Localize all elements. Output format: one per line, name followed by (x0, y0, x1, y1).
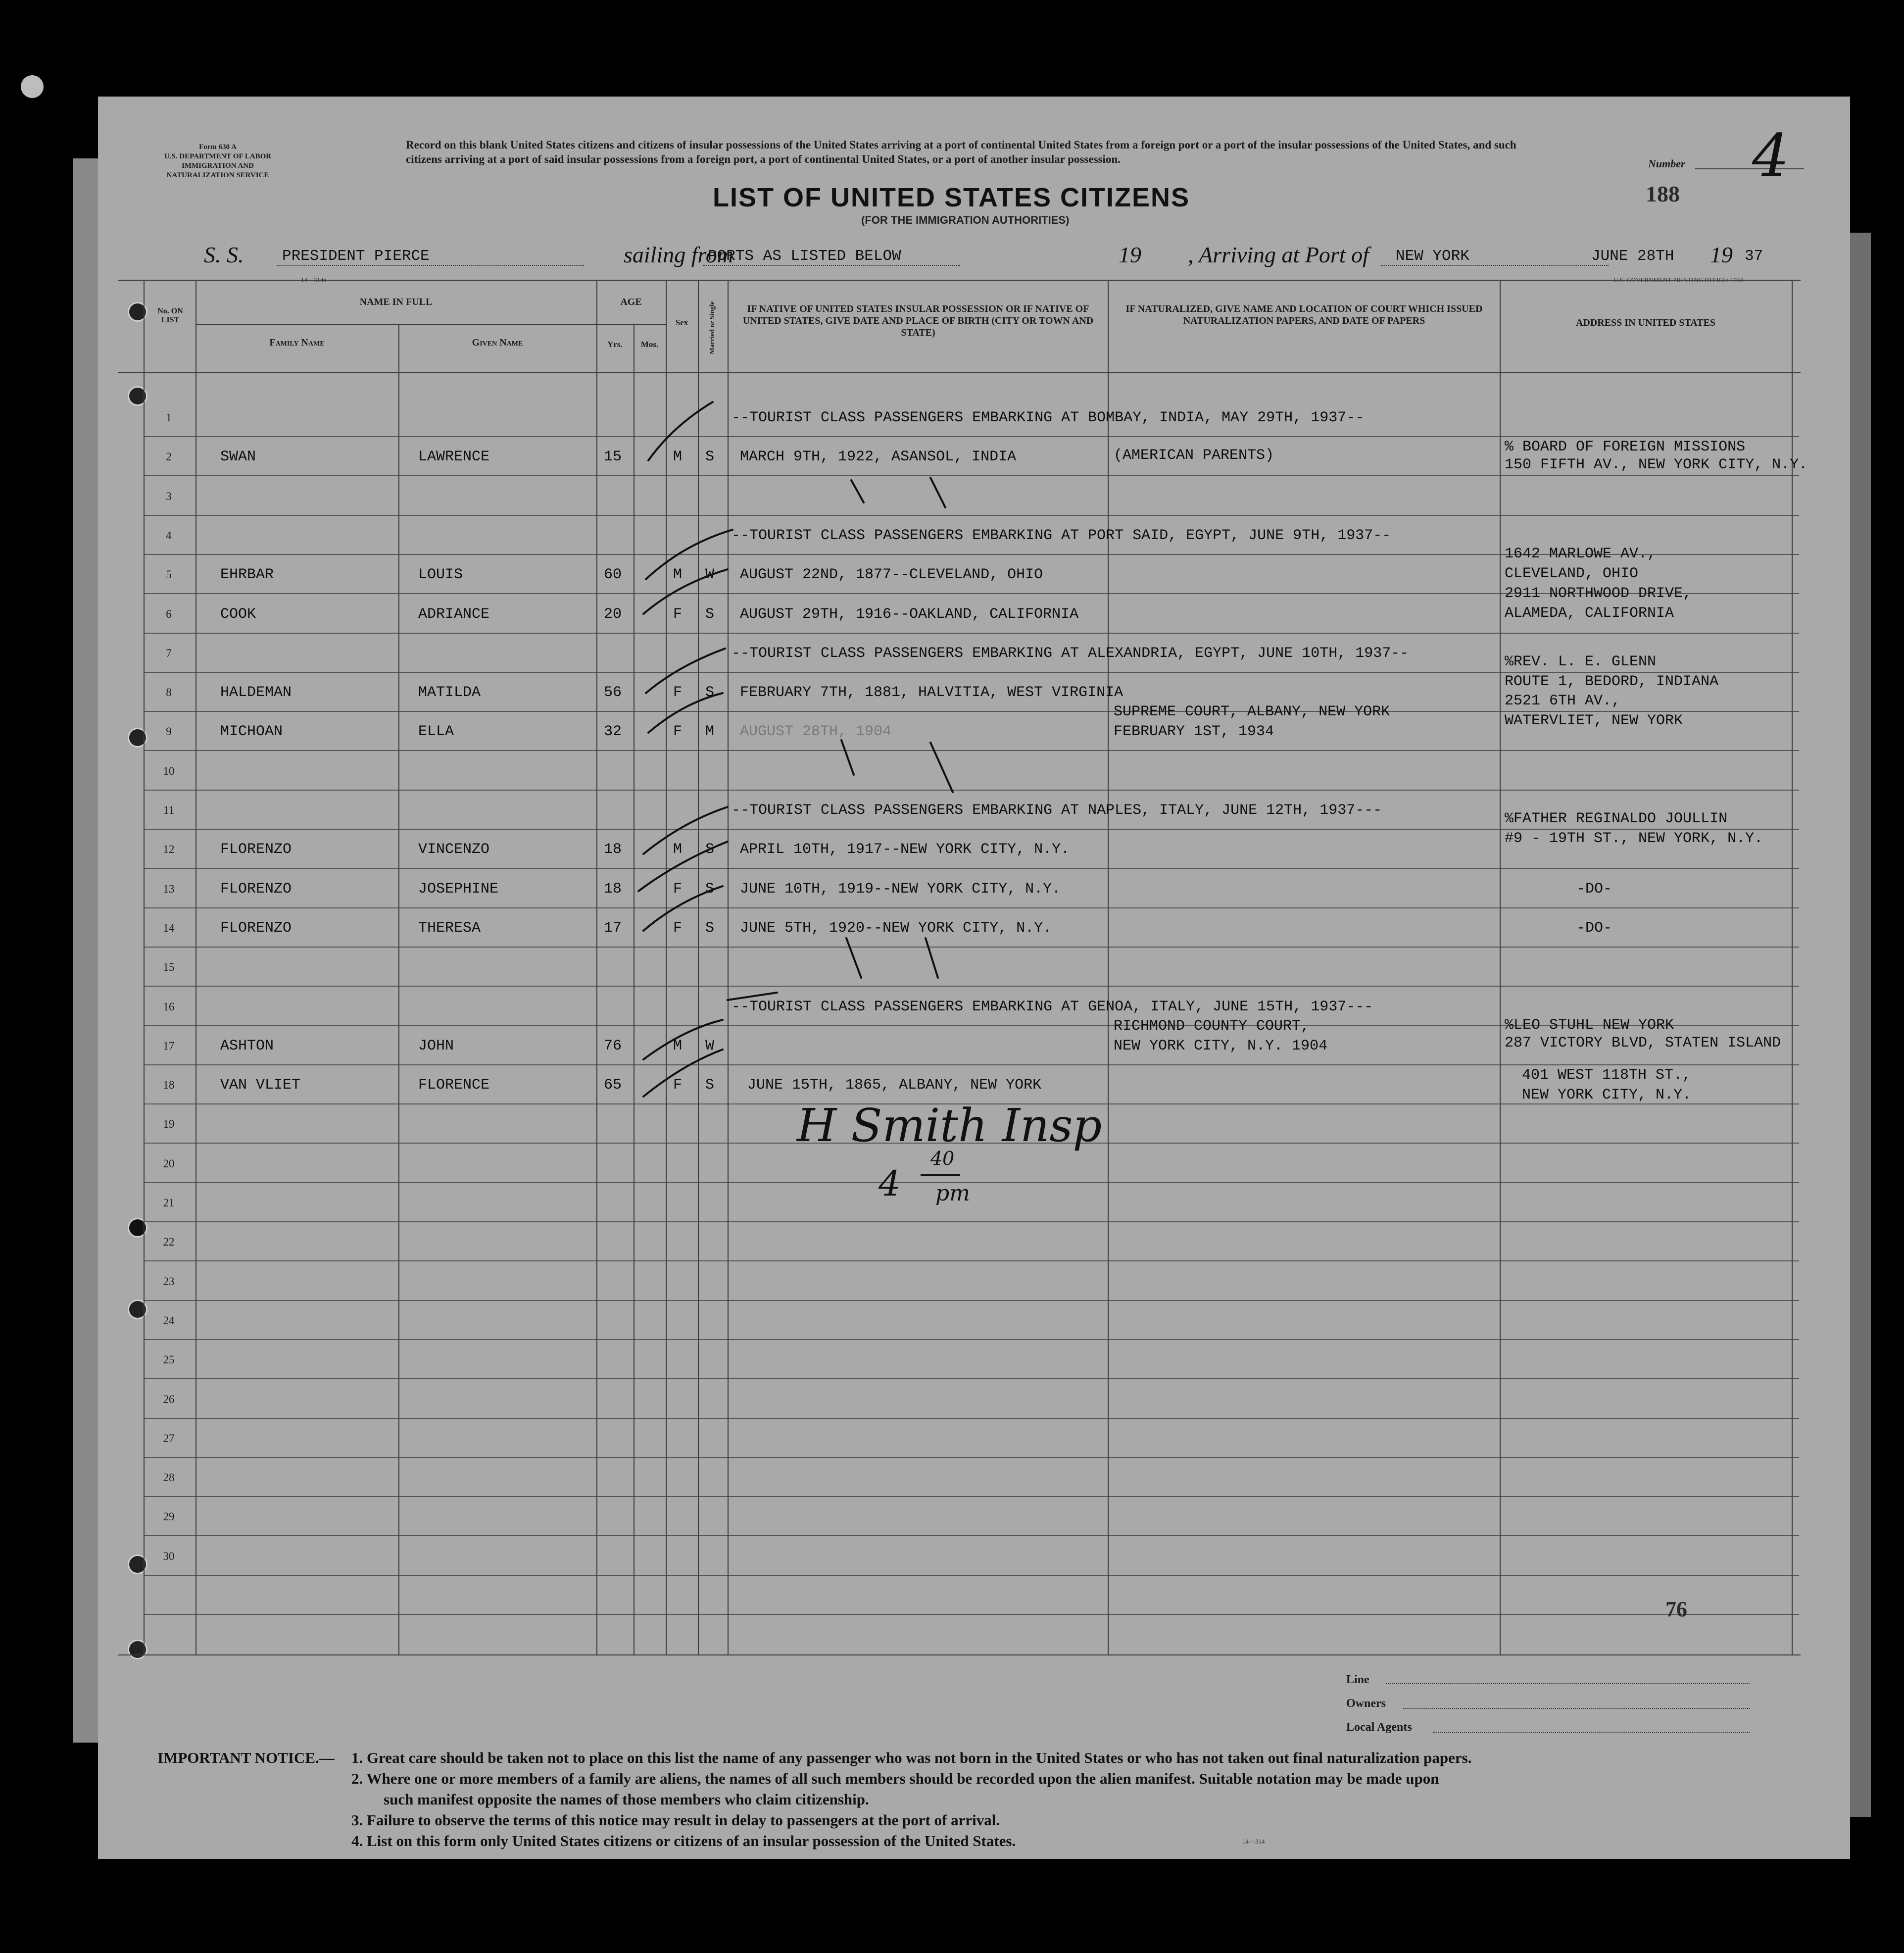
given-name: VINCENZO (418, 841, 490, 858)
sex: M (673, 566, 683, 584)
given-name: JOSEPHINE (418, 880, 499, 898)
us-address-line: CLEVELAND, OHIO (1505, 565, 1639, 583)
arrival-date: JUNE 28TH (1591, 248, 1674, 265)
col-header-no: No. ON LIST (157, 307, 183, 324)
notice-item-3: 3. Failure to observe the terms of this notice may result in delay to passengers at the port of arrival. (351, 1811, 1000, 1829)
line-number: 25 (163, 1353, 175, 1366)
marital-status: S (705, 841, 715, 858)
col-header-name: NAME IN FULL (359, 297, 433, 307)
record-instructions: Record on this blank United States citizens and citizens of insular possessions of the United States arriving at a port of continental United States from a foreign port or a port of the insular possessions of the United States, and such citizens arriving at a port of said insular possessions from a foreign port, a port of continental United States, or a port of another insular possession. (406, 139, 1516, 165)
page-number: 76 (1665, 1597, 1687, 1621)
embarkation-section-header: --TOURIST CLASS PASSENGERS EMBARKING AT ALEXANDRIA, EGYPT, JUNE 10TH, 1937-- (732, 645, 1409, 662)
birth-date-place: MARCH 9TH, 1922, ASANSOL, INDIA (740, 449, 1017, 466)
inspector-signature: H Smith Insp (797, 1099, 1102, 1152)
age-years: 20 (604, 605, 622, 623)
given-name: FLORENCE (418, 1077, 490, 1094)
birth-date-place: JUNE 5TH, 1920--NEW YORK CITY, N.Y. (740, 919, 1052, 937)
line-number: 16 (163, 1000, 175, 1013)
marital-status: M (705, 723, 715, 741)
col-header-naturalized: IF NATURALIZED, GIVE NAME AND LOCATION OF COURT WHICH ISSUED NATURALIZATION PAPERS, AND DATE OF PAPERS (1125, 303, 1483, 326)
line-number: 9 (166, 725, 172, 738)
col-header-yrs: Yrs. (607, 340, 623, 349)
us-address-line: -DO- (1576, 880, 1612, 898)
sex: F (673, 605, 683, 623)
footer-line-field (1386, 1683, 1750, 1684)
marital-status: S (705, 1077, 715, 1094)
line-number: 10 (163, 764, 175, 777)
naturalization-info: NEW YORK CITY, N.Y. 1904 (1114, 1037, 1328, 1054)
notice-item-2: 2. Where one or more members of a family are aliens, the names of all such members should be recorded upon the alien manifest. Suitable notation may be made upon (351, 1770, 1439, 1787)
arriving-label: , Arriving at Port of (1188, 242, 1369, 267)
line-number: 12 (163, 843, 175, 856)
sex: F (673, 1077, 683, 1094)
year-label: 19 (1119, 242, 1141, 267)
us-address-line: %REV. L. E. GLENN (1505, 653, 1657, 671)
us-address-line: 2911 NORTHWOOD DRIVE, (1505, 585, 1692, 602)
arrival-year: 37 (1745, 248, 1763, 265)
ship-name: PRESIDENT PIERCE (282, 248, 430, 265)
given-name: MATILDA (418, 684, 481, 701)
footer-line-label: Line (1346, 1673, 1369, 1686)
arrival-year-prefix: 19 (1710, 242, 1733, 267)
line-number: 18 (163, 1079, 175, 1092)
family-name: MICHOAN (220, 723, 283, 741)
stamped-number: 188 (1646, 181, 1680, 206)
birth-date-place: FEBRUARY 7TH, 1881, HALVITIA, WEST VIRGINIA (740, 684, 1123, 701)
line-number: 29 (163, 1510, 175, 1523)
line-number: 22 (163, 1236, 175, 1249)
us-address-line: NEW YORK CITY, N.Y. (1522, 1087, 1692, 1104)
age-years: 65 (604, 1077, 622, 1094)
family-name: VAN VLIET (220, 1077, 301, 1094)
ss-label: S. S. (204, 242, 244, 267)
us-address-line: WATERVLIET, NEW YORK (1505, 712, 1683, 730)
form-identifier: Form 630 A U.S. DEPARTMENT OF LABOR IMMIGRATION AND NATURALIZATION SERVICE (164, 143, 272, 179)
col-header-address: ADDRESS IN UNITED STATES (1575, 317, 1716, 328)
naturalization-info: RICHMOND COUNTY COURT, (1114, 1017, 1310, 1035)
sex: F (673, 723, 683, 741)
list-number-handwritten: 4 (1752, 121, 1790, 190)
col-header-married: Married or Single (709, 301, 716, 354)
line-number: 14 (163, 921, 175, 934)
line-number: 30 (163, 1550, 175, 1562)
age-years: 18 (604, 880, 622, 898)
family-name: ASHTON (220, 1037, 274, 1054)
line-number: 24 (163, 1314, 175, 1327)
line-number: 4 (166, 529, 172, 542)
family-name: FLORENZO (220, 880, 292, 898)
line-number: 2 (166, 451, 172, 463)
notice-label: IMPORTANT NOTICE.— (157, 1749, 335, 1766)
given-name: ELLA (418, 723, 454, 741)
sex: F (673, 880, 683, 898)
sex: M (673, 449, 683, 466)
age-years: 18 (604, 841, 622, 858)
marital-status: W (705, 1037, 715, 1054)
marital-status: S (705, 919, 715, 937)
marital-status: W (705, 566, 715, 584)
line-number: 26 (163, 1393, 175, 1405)
marital-status: S (705, 880, 715, 898)
notice-item-4: 4. List on this form only United States citizens or citizens of an insular possession of the United States. (351, 1832, 1016, 1850)
time-fraction-bar (921, 1174, 960, 1176)
family-name: FLORENZO (220, 919, 292, 937)
given-name: THERESA (418, 919, 481, 937)
printer-code-right: U.S. GOVERNMENT PRINTING OFFICE: 1934 (1613, 276, 1743, 284)
family-name: COOK (220, 605, 256, 623)
us-address-line: 287 VICTORY BLVD, STATEN ISLAND (1505, 1034, 1781, 1052)
embarkation-section-header: --TOURIST CLASS PASSENGERS EMBARKING AT GENOA, ITALY, JUNE 15TH, 1937--- (732, 998, 1373, 1015)
birth-date-place: AUGUST 28TH, 1904 (740, 723, 892, 741)
footer-owners-label: Owners (1346, 1697, 1386, 1710)
age-years: 76 (604, 1037, 622, 1054)
age-years: 56 (604, 684, 622, 701)
line-number: 1 (166, 411, 172, 424)
given-name: ADRIANCE (418, 605, 490, 623)
notice-item-2-cont: such manifest opposite the names of those members who claim citizenship. (384, 1791, 869, 1808)
line-number: 15 (163, 961, 175, 974)
marital-status: S (705, 449, 715, 466)
sex: F (673, 919, 683, 937)
line-number: 17 (163, 1039, 175, 1052)
embarkation-section-header: --TOURIST CLASS PASSENGERS EMBARKING AT NAPLES, ITALY, JUNE 12TH, 1937--- (732, 802, 1382, 819)
line-number: 7 (166, 647, 172, 659)
us-address-line: %FATHER REGINALDO JOULLIN (1505, 810, 1728, 828)
arrival-port: NEW YORK (1396, 248, 1469, 265)
us-address-line: ROUTE 1, BEDORD, INDIANA (1505, 673, 1719, 691)
line-number: 3 (166, 490, 172, 502)
given-name: JOHN (418, 1037, 454, 1054)
line-number: 6 (166, 607, 172, 620)
line-number: 11 (163, 804, 175, 816)
line-number: 23 (163, 1275, 175, 1288)
line-number: 19 (163, 1118, 175, 1131)
notice-item-1: 1. Great care should be taken not to place on this list the name of any passenger who was not born in the United States or who has not taken out final naturalization papers. (351, 1749, 1472, 1766)
age-years: 32 (604, 723, 622, 741)
family-name: HALDEMAN (220, 684, 292, 701)
naturalization-info: SUPREME COURT, ALBANY, NEW YORK (1114, 703, 1390, 721)
line-number: 20 (163, 1157, 175, 1170)
line-number: 27 (163, 1432, 175, 1445)
document-subtitle: (FOR THE IMMIGRATION AUTHORITIES) (861, 214, 1070, 226)
family-name: SWAN (220, 449, 256, 466)
sex: M (673, 1037, 683, 1054)
line-number: 5 (166, 568, 172, 581)
birth-date-place: JUNE 15TH, 1865, ALBANY, NEW YORK (747, 1077, 1042, 1094)
age-years: 15 (604, 449, 622, 466)
naturalization-info: (AMERICAN PARENTS) (1114, 447, 1274, 464)
age-years: 17 (604, 919, 622, 937)
col-header-native: IF NATIVE OF UNITED STATES INSULAR POSSESSION OR IF NATIVE OF UNITED STATES, GIVE DATE AND PLACE OF BIRTH (CITY OR TOWN AND STATE) (742, 303, 1094, 338)
line-number: 28 (163, 1471, 175, 1484)
birth-date-place: JUNE 10TH, 1919--NEW YORK CITY, N.Y. (740, 880, 1061, 898)
us-address-line: 401 WEST 118TH ST., (1522, 1067, 1692, 1084)
family-name: FLORENZO (220, 841, 292, 858)
number-label: Number (1648, 157, 1685, 170)
naturalization-info: FEBRUARY 1ST, 1934 (1114, 723, 1274, 741)
age-years: 60 (604, 566, 622, 584)
us-address-line: 2521 6TH AV., (1505, 693, 1621, 710)
family-name: EHRBAR (220, 566, 274, 584)
line-number: 8 (166, 686, 172, 699)
us-address-line: -DO- (1576, 919, 1612, 937)
col-header-given: Given Name (472, 337, 523, 348)
col-header-age: AGE (620, 297, 642, 307)
embarkation-section-header: --TOURIST CLASS PASSENGERS EMBARKING AT PORT SAID, EGYPT, JUNE 9TH, 1937-- (732, 527, 1391, 544)
us-address-line: % BOARD OF FOREIGN MISSIONS (1505, 439, 1746, 456)
sex: M (673, 841, 683, 858)
sex: F (673, 684, 683, 701)
time-hour: 4 (879, 1163, 901, 1204)
line-number: 13 (163, 882, 175, 895)
time-minutes: 40 (930, 1148, 955, 1169)
birth-date-place: AUGUST 22ND, 1877--CLEVELAND, OHIO (740, 566, 1043, 584)
embarkation-section-header: --TOURIST CLASS PASSENGERS EMBARKING AT BOMBAY, INDIA, MAY 29TH, 1937-- (732, 409, 1365, 426)
printer-code-left: 14—314a (301, 276, 327, 284)
document-title: LIST OF UNITED STATES CITIZENS (713, 183, 1190, 212)
footer-agents-label: Local Agents (1346, 1721, 1412, 1734)
us-address-line: %LEO STUHL NEW YORK (1505, 1016, 1674, 1034)
us-address-line: #9 - 19TH ST., NEW YORK, N.Y. (1505, 830, 1763, 848)
sailing-label: sailing from (624, 242, 733, 267)
us-address-line: 150 FIFTH AV., NEW YORK CITY, N.Y. (1505, 456, 1808, 474)
footer-form-code: 14—314 (1242, 1838, 1265, 1845)
time-period: pm (935, 1181, 970, 1206)
footer-agents-field (1433, 1732, 1750, 1733)
birth-date-place: APRIL 10TH, 1917--NEW YORK CITY, N.Y. (740, 841, 1070, 858)
us-address-line: 1642 MARLOWE AV., (1505, 546, 1657, 563)
sailing-from: PORTS AS LISTED BELOW (708, 248, 901, 265)
footer-owners-field (1403, 1708, 1750, 1709)
given-name: LOUIS (418, 566, 463, 584)
col-header-family: Family Name (269, 337, 325, 348)
line-number: 21 (163, 1197, 175, 1209)
given-name: LAWRENCE (418, 449, 490, 466)
birth-date-place: AUGUST 29TH, 1916--OAKLAND, CALIFORNIA (740, 605, 1079, 623)
us-address-line: ALAMEDA, CALIFORNIA (1505, 604, 1674, 622)
marital-status: S (705, 605, 715, 623)
marital-status: S (705, 684, 715, 701)
col-header-mos: Mos. (640, 340, 659, 349)
col-header-sex: Sex (675, 318, 688, 327)
